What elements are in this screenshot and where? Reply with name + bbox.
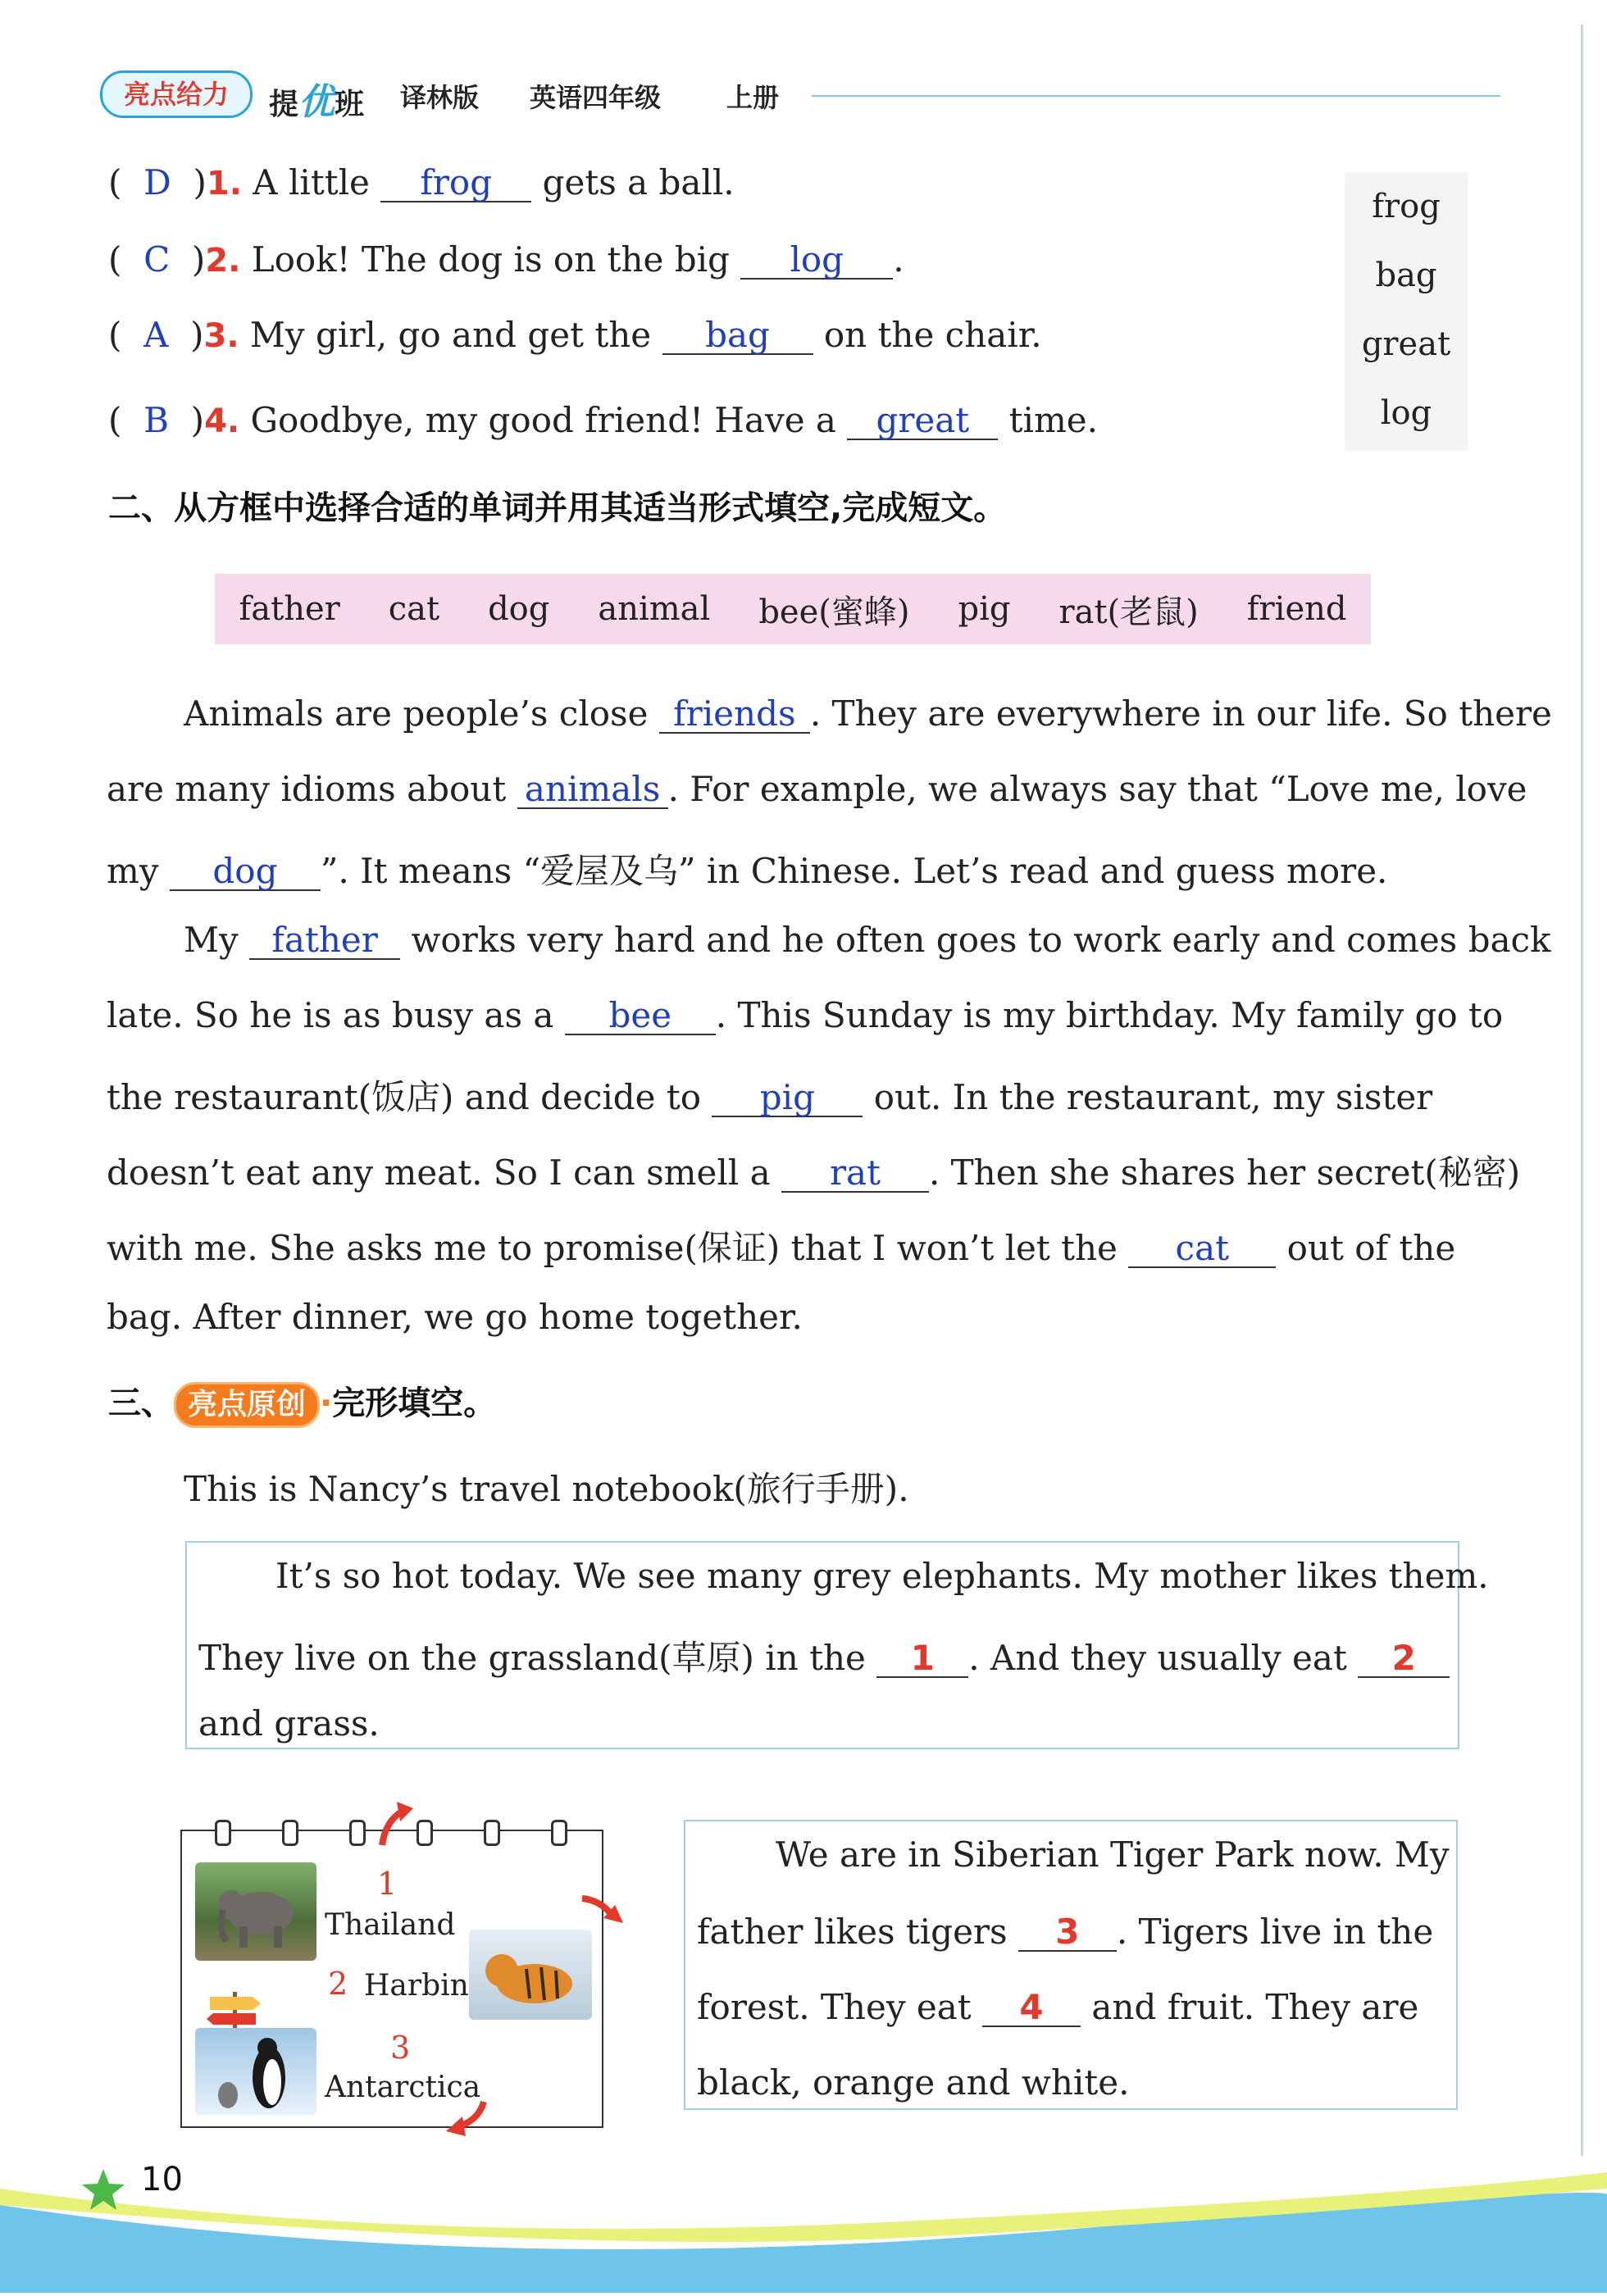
arrow-down-icon <box>443 2098 492 2139</box>
penguin-icon <box>195 2028 316 2115</box>
word-option: frog <box>1372 188 1441 225</box>
passage-text: doesn’t eat any meat. So I can smell a <box>107 1153 771 1193</box>
penguin-photo <box>195 2028 316 2115</box>
passage-line-3 <box>107 844 1387 893</box>
word-bank-item: rat(老鼠) <box>1058 593 1199 631</box>
brand-part-b: 优 <box>298 81 335 123</box>
passage-text: . This Sunday is my birthday. My family go to <box>715 995 1504 1035</box>
question-2-text-b: . <box>893 239 904 280</box>
question-4-text-b: time. <box>1008 400 1099 440</box>
page-number: 10 <box>141 2161 183 2198</box>
question-4: ( B )4. Goodbye, my good friend! Have a great time. <box>108 400 1099 440</box>
word-bank-item: animal <box>598 590 711 628</box>
box2-text: . Tigers live in the <box>1116 1912 1434 1952</box>
passage-text: late. So he is as busy as a <box>107 995 554 1035</box>
volume-label: 上册 <box>726 82 780 113</box>
question-3-blank[interactable]: bag <box>662 317 813 355</box>
passage-text: ”. It means “爱屋及乌” in Chinese. Let’s read and guess more. <box>320 851 1388 891</box>
section-3-prefix: 三、 <box>108 1384 174 1422</box>
answer-2: C <box>143 239 171 280</box>
passage-blank-6[interactable]: pig <box>712 1080 863 1117</box>
passage-blank-5[interactable]: bee <box>565 998 716 1035</box>
passage-blank-1[interactable]: friends <box>659 696 810 734</box>
brand-part-a: 提 <box>269 88 299 121</box>
question-2-blank[interactable]: log <box>740 242 893 280</box>
page-edge <box>1581 25 1583 2156</box>
edition-label: 译林版 <box>400 82 480 113</box>
question-1: ( D )1. A little frog gets a ball. <box>108 162 735 202</box>
passage-blank-7[interactable]: rat <box>781 1155 929 1193</box>
passage-line-5 <box>107 995 1503 1035</box>
passage-text: works very hard and he often goes to work early and comes back <box>411 920 1551 960</box>
word-options-column <box>1345 172 1468 451</box>
passage-text: my <box>107 851 159 891</box>
passage-text: are many idioms about <box>107 769 507 809</box>
section-2-title: 二、从方框中选择合适的单词并用其适当形式填空,完成短文。 <box>108 489 1007 527</box>
passage-text: bag. After dinner, we go home together. <box>107 1297 803 1337</box>
section-3-intro: This is Nancy’s travel notebook(旅行手册). <box>184 1469 909 1509</box>
notebook-number-2: 2 <box>328 1966 348 2002</box>
word-bank-item: friend <box>1246 590 1347 628</box>
arrow-up-icon <box>374 1800 415 1849</box>
notebook-ring <box>551 1820 567 1846</box>
word-bank-box <box>215 574 1371 644</box>
notebook-ring <box>417 1820 433 1846</box>
box2-text: and fruit. They are <box>1091 1987 1419 2027</box>
original-badge: 亮点原创 <box>174 1382 320 1428</box>
passage-line-2 <box>107 769 1527 809</box>
notebook-ring <box>282 1820 298 1846</box>
question-number-4: 4. <box>204 402 240 440</box>
passage-text: My <box>184 920 239 960</box>
section-3-title: 完形填空。 <box>332 1384 497 1422</box>
question-number-2: 2. <box>205 242 241 280</box>
box1-line-2 <box>198 1631 1450 1680</box>
passage-text: out of the <box>1286 1228 1456 1268</box>
question-1-text-a: A little <box>253 162 370 202</box>
question-number-1: 1. <box>206 165 242 202</box>
passage-blank-4[interactable]: father <box>249 922 400 960</box>
notebook-number-3: 3 <box>390 2030 411 2066</box>
subject-label: 英语四年级 <box>530 82 662 113</box>
question-3-text-b: on the chair. <box>823 315 1042 355</box>
cloze-blank-3[interactable]: 3 <box>1018 1914 1117 1952</box>
notebook-ring <box>349 1820 366 1846</box>
signpost-icon <box>207 1987 264 2033</box>
answer-3: A <box>143 315 169 355</box>
box1-line-3: and grass. <box>198 1703 380 1744</box>
passage-line-8 <box>107 1221 1455 1271</box>
answer-4: B <box>143 400 169 440</box>
cloze-blank-1[interactable]: 1 <box>876 1640 968 1678</box>
question-2-text-a: Look! The dog is on the big <box>251 239 730 280</box>
word-bank-item: pig <box>958 590 1011 628</box>
section-3-heading: 三、 亮点原创 ·完形填空。 <box>108 1377 496 1428</box>
word-option: bag <box>1375 257 1437 294</box>
passage-blank-8[interactable]: cat <box>1128 1230 1276 1268</box>
word-bank-item: dog <box>488 590 550 628</box>
tiger-icon <box>469 1930 592 2020</box>
series-badge: 亮点给力 <box>100 70 253 118</box>
question-4-blank[interactable]: great <box>847 402 998 440</box>
box1-text: . And they usually eat <box>968 1638 1347 1678</box>
passage-text: the restaurant(饭店) and decide to <box>107 1077 702 1117</box>
box2-text: forest. They eat <box>697 1987 972 2027</box>
box1-line-1: It’s so hot today. We see many grey elephants. My mother likes them. <box>275 1556 1489 1596</box>
word-option: great <box>1361 325 1451 363</box>
passage-text: . They are everywhere in our life. So there <box>809 693 1552 734</box>
brand-title <box>269 72 364 125</box>
passage-text: . Then she shares her secret(秘密) <box>928 1153 1521 1193</box>
notebook-ring <box>484 1820 500 1846</box>
word-bank-item: cat <box>388 590 440 628</box>
question-number-3: 3. <box>203 317 239 355</box>
question-3-text-a: My girl, go and get the <box>249 315 652 355</box>
answer-1: D <box>143 162 171 202</box>
box2-line-2 <box>697 1912 1433 1952</box>
box2-line-1: We are in Siberian Tiger Park now. My <box>776 1835 1450 1875</box>
box2-line-3 <box>697 1987 1418 2027</box>
cloze-blank-4[interactable]: 4 <box>982 1989 1081 2027</box>
question-3: ( A )3. My girl, go and get the bag on the chair. <box>108 315 1042 355</box>
question-2: ( C )2. Look! The dog is on the big log . <box>108 239 904 280</box>
cloze-blank-2[interactable]: 2 <box>1358 1640 1450 1678</box>
arrow-right-icon <box>579 1890 628 1931</box>
tiger-photo <box>469 1930 592 2020</box>
footer-wave <box>0 2172 1607 2293</box>
passage-text: . For example, we always say that “Love me, love <box>667 769 1527 809</box>
star-icon <box>79 2166 128 2215</box>
place-harbin: Harbin <box>364 1969 469 2003</box>
cloze-box-1 <box>185 1541 1489 1749</box>
word-bank-item: father <box>239 590 340 628</box>
box2-line-4: black, orange and white. <box>697 2062 1130 2103</box>
passage-line-6 <box>107 1071 1432 1120</box>
passage-blank-2[interactable]: animals <box>517 771 668 809</box>
passage-line-4 <box>184 920 1550 960</box>
question-1-text-b: gets a ball. <box>542 162 735 202</box>
elephant-icon <box>195 1862 316 1961</box>
word-bank-item: bee(蜜蜂) <box>758 593 910 631</box>
passage-text: Animals are people’s close <box>184 693 649 734</box>
box2-text: father likes tigers <box>697 1912 1008 1952</box>
passage-line-9 <box>107 1297 803 1337</box>
header-rule <box>812 95 1500 97</box>
travel-notebook <box>180 1830 603 2128</box>
place-thailand: Thailand <box>325 1908 456 1942</box>
passage-text: with me. She asks me to promise(保证) that I won’t let the <box>107 1228 1118 1268</box>
question-1-blank[interactable]: frog <box>380 165 531 202</box>
box1-text: They live on the grassland(草原) in the <box>198 1638 866 1678</box>
cloze-box-2 <box>684 1820 1458 2110</box>
elephant-photo <box>195 1862 316 1961</box>
passage-text: out. In the restaurant, my sister <box>873 1077 1433 1117</box>
passage-blank-3[interactable]: dog <box>170 853 321 891</box>
notebook-ring <box>215 1820 231 1846</box>
passage-line-1 <box>184 693 1552 734</box>
place-antarctica: Antarctica <box>325 2071 481 2104</box>
brand-part-c: 班 <box>335 88 365 121</box>
passage-line-7 <box>107 1146 1520 1195</box>
word-option: log <box>1380 394 1432 432</box>
question-4-text-a: Goodbye, my good friend! Have a <box>250 400 836 440</box>
notebook-number-1: 1 <box>377 1866 398 1902</box>
